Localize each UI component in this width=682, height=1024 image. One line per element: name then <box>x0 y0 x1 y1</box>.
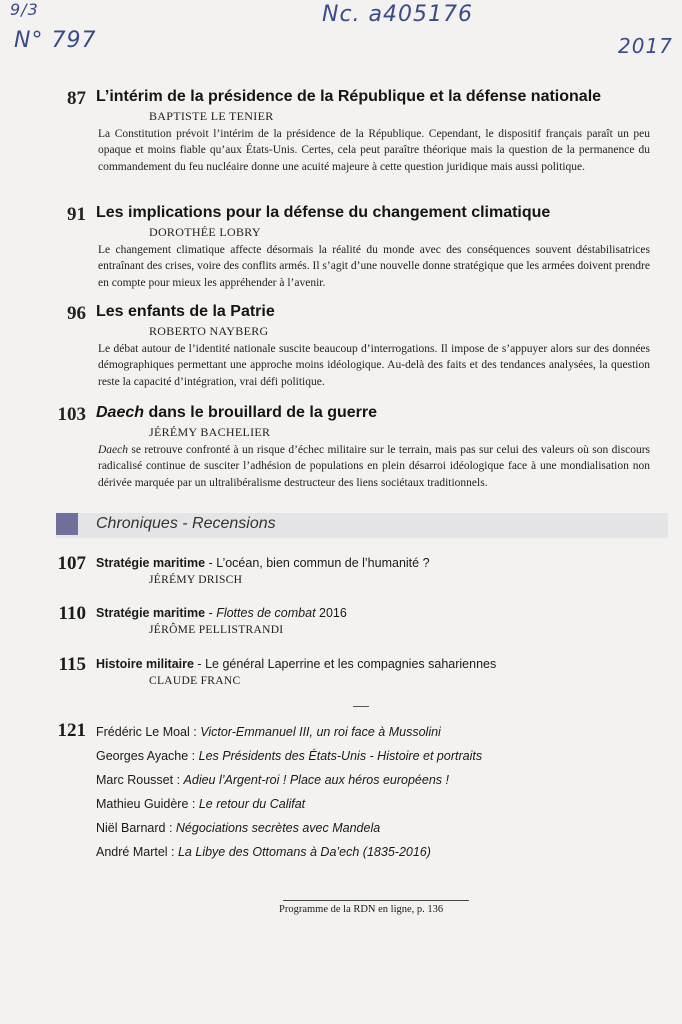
chronicle-page-number: 110 <box>58 603 86 624</box>
chronicle-title[interactable] <box>96 556 430 570</box>
chronicle-rubric: Histoire militaire <box>96 657 194 671</box>
divider <box>353 706 369 707</box>
article-page-number: 91 <box>67 204 86 225</box>
chronicle-separator: - <box>205 606 217 620</box>
article-abstract-emphasis: Daech <box>98 444 129 456</box>
article-title[interactable]: L’intérim de la présidence de la République et la défense nationale <box>96 88 602 105</box>
article-abstract-rest: se retrouve confronté à un risque d’échec militaire sur le terrain, mais pas sur celui des valeurs où son discours radicalisé continue de susciter l’adhésion de populations en plein désarroi idéologique face à une mondialisation non dérivée marquée par un ultralibéralisme destructeur des liens sociétaux traditionnels. <box>98 444 650 489</box>
article-title-rest: dans le brouillard de la guerre <box>144 404 377 421</box>
book-review-item[interactable] <box>96 843 482 867</box>
article-author: DOROTHÉE LOBRY <box>149 225 261 239</box>
review-book-title: Victor-Emmanuel III, un roi face à Mussolini <box>200 725 441 739</box>
review-book-author: Mathieu Guidère : <box>96 797 199 811</box>
chronicle-author: JÉRÉMY DRISCH <box>149 574 243 586</box>
chronicle-author: CLAUDE FRANC <box>149 675 241 687</box>
article-page-number: 96 <box>67 303 86 324</box>
review-book-author: Georges Ayache : <box>96 749 199 763</box>
review-book-author: Niël Barnard : <box>96 821 176 835</box>
chronicle-title[interactable] <box>96 657 496 671</box>
footer-rule <box>283 900 469 901</box>
article-page-number: 87 <box>67 88 86 109</box>
book-review-list <box>96 723 482 867</box>
article-title[interactable]: Les implications pour la défense du changement climatique <box>96 204 551 221</box>
review-book-author: Marc Rousset : <box>96 773 184 787</box>
section-marker <box>56 513 78 535</box>
book-review-item[interactable] <box>96 819 482 843</box>
review-book-title: La Libye des Ottomans à Da’ech (1835-2016) <box>177 845 431 859</box>
article-abstract: Le changement climatique affecte désormais la réalité du monde avec des conséquences souvent déstabilisatrices entraînant des crises, voire des conflits armés. Il s’agit d’une nouvelle donne stratégique que les armées doivent prendre en compte pour mieux les appréhender à l’avenir. <box>98 244 650 289</box>
article-page-number: 103 <box>57 404 86 425</box>
book-review-item[interactable] <box>96 771 482 795</box>
review-book-title: Adieu l’Argent-roi ! Place aux héros européens ! <box>183 773 449 787</box>
section-title: Chroniques - Recensions <box>96 515 276 532</box>
chronicle-rubric: Stratégie maritime <box>96 606 206 620</box>
handwritten-shelf-mark: Nc. a405176 <box>322 2 474 27</box>
reviews-page-number: 121 <box>57 720 86 741</box>
chronicle-subject: 2016 <box>315 606 347 620</box>
handwritten-year: 2017 <box>618 34 673 58</box>
article-abstract <box>98 442 650 491</box>
review-book-author: Frédéric Le Moal : <box>96 725 201 739</box>
book-review-item[interactable] <box>96 747 482 771</box>
article-author: JÉRÉMY BACHELIER <box>149 425 271 439</box>
footer-note: Programme de la RDN en ligne, p. 136 <box>279 904 444 915</box>
chronicle-author: JÉRÔME PELLISTRANDI <box>149 624 284 636</box>
article-abstract: La Constitution prévoit l’intérim de la présidence de la République. Cependant, le dispositif français paraît un peu opaque et moins fiable qu’aux États-Unis. Certes, cela peut paraître théorique mais la question de la permanence du commandement du feu nucléaire donne une acuité majeure à cette question juridique mais aussi politique. <box>98 128 650 173</box>
review-book-title: Négociations secrètes avec Mandela <box>175 821 381 835</box>
article-title[interactable]: Les enfants de la Patrie <box>96 303 275 320</box>
article-author: BAPTISTE LE TENIER <box>149 109 274 123</box>
review-book-title: Le retour du Califat <box>198 797 306 811</box>
book-review-item[interactable] <box>96 723 482 747</box>
article-title[interactable] <box>96 404 377 422</box>
chronicle-subject: Le général Laperrine et les compagnies sahariennes <box>205 657 497 671</box>
handwritten-number: N° 797 <box>14 28 97 53</box>
review-book-title: Les Présidents des États-Unis - Histoire et portraits <box>198 749 483 763</box>
handwritten-note-top-left: 9/3 <box>10 0 39 19</box>
article-author: ROBERTO NAYBERG <box>149 324 269 338</box>
chronicle-page-number: 115 <box>58 654 86 675</box>
review-book-author: André Martel : <box>96 845 178 859</box>
chronicle-separator: - <box>205 556 217 570</box>
chronicle-subject-emphasis: Flottes de combat <box>216 606 316 620</box>
chronicle-separator: - <box>193 657 206 671</box>
chronicle-rubric: Stratégie maritime <box>96 556 206 570</box>
article-title-emphasis: Daech <box>96 404 145 421</box>
chronicle-page-number: 107 <box>57 553 86 574</box>
book-review-item[interactable] <box>96 795 482 819</box>
chronicle-subject: L’océan, bien commun de l’humanité ? <box>216 556 430 570</box>
article-abstract: Le débat autour de l’identité nationale suscite beaucoup d’interrogations. Il impose de s’appuyer alors sur des données démographiques permettant une approche moins idéologique. Au-delà des faits et des tendances analysées, la question reste la capacité d’intégration, vrai défi politique. <box>98 343 650 388</box>
chronicle-title[interactable] <box>96 606 347 620</box>
